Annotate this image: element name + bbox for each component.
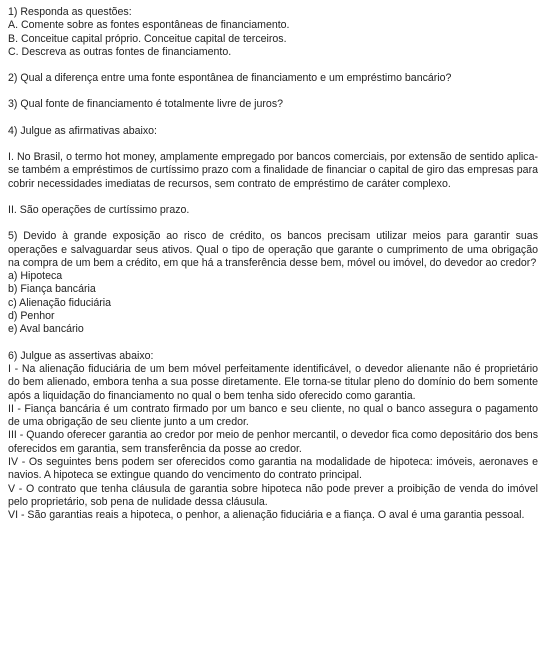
question-5-text: 5) Devido à grande exposição ao risco de crédito, os bancos precisam utilizar meios para garantir suas operações e salvaguardar seus ativos. Qual o tipo de operação que garante o cumprimento de uma obrigação na compra de um bem a crédito, em que há a transferência desse bem, móvel ou imóvel, do devedor ao credor? (8, 230, 538, 269)
question-5-option-e: e) Aval bancário (8, 323, 84, 336)
question-1-item-c: C. Descreva as outras fontes de financiamento. (8, 45, 232, 58)
question-6-title: 6) Julgue as assertivas abaixo: (8, 349, 154, 362)
question-1-title: 1) Responda as questões: (8, 6, 132, 18)
question-4-title: 4) Julgue as afirmativas abaixo: (8, 124, 157, 137)
spacer (8, 138, 538, 151)
question-6-assertion-5: V - O contrato que tenha cláusula de garantia sobre hipoteca não pode prever a proibição de venda do imóvel pelo proprietário, sob pena de nulidade dessa cláusula. (8, 482, 538, 508)
question-3 (8, 98, 538, 111)
question-2-text: 2) Qual a diferença entre uma fonte espontânea de financiamento e um empréstimo bancário? (8, 72, 452, 85)
spacer (8, 59, 538, 72)
spacer (8, 112, 538, 125)
question-6-assertion-1: I - Na alienação fiduciária de um bem móvel perfeitamente identificável, o devedor alienante não é proprietário do bem alienado, embora tenha a sua posse diretamente. Ele torna-se titular pleno do domínio do bem somente após a liquidação do financiamento no qual o bem tenha sido oferecido como garantia. (8, 362, 538, 402)
question-1-item-a: A. Comente sobre as fontes espontâneas de financiamento. (8, 19, 290, 32)
question-5-option-b: b) Fiança bancária (8, 283, 96, 296)
question-3-text: 3) Qual fonte de financiamento é totalmente livre de juros? (8, 98, 284, 111)
question-6-assertion-2: II - Fiança bancária é um contrato firmado por um banco e seu cliente, no qual o banco assegura o pagamento de uma obrigação de seu cliente junto a um credor. (8, 402, 538, 429)
spacer (8, 191, 538, 204)
question-6-assertion-6: VI - São garantias reais a hipoteca, o penhor, a alienação fiduciária e a fiança. O aval é uma garantia pessoal. (8, 509, 525, 522)
question-5 (8, 230, 538, 336)
question-6-assertion-4: IV - Os seguintes bens podem ser oferecidos como garantia na modalidade de hipoteca: imóveis, aeronaves e navios. A hipoteca se extingue quando do vencimento do contrato principal. (8, 456, 538, 482)
question-4 (8, 125, 538, 217)
question-1-item-b: B. Conceitue capital próprio. Conceitue capital de terceiros. (8, 32, 287, 45)
spacer (8, 85, 538, 98)
question-4-statement-1: I. No Brasil, o termo hot money, amplamente empregado por bancos comerciais, por extensão de sentido aplica-se também a empréstimos de curtíssimo prazo com a finalidade de financiar o capital de giro das empresas para cobrir necessidades imediatas de recursos, sem contrato de empréstimo de caráter complexo. (8, 151, 538, 190)
question-5-option-a: a) Hipoteca (8, 270, 63, 283)
spacer (8, 217, 538, 230)
question-6 (8, 350, 538, 523)
question-2 (8, 72, 538, 85)
question-6-assertion-3: III - Quando oferecer garantia ao credor por meio de penhor mercantil, o devedor fica como depositário dos bens oferecidos em garantia, sem transferência da posse ao credor. (8, 429, 538, 455)
question-1 (8, 6, 538, 59)
spacer (8, 337, 538, 350)
question-5-option-c: c) Alienação fiduciária (8, 296, 112, 309)
question-4-statement-2: II. São operações de curtíssimo prazo. (8, 203, 190, 216)
question-5-option-d: d) Penhor (8, 310, 55, 323)
